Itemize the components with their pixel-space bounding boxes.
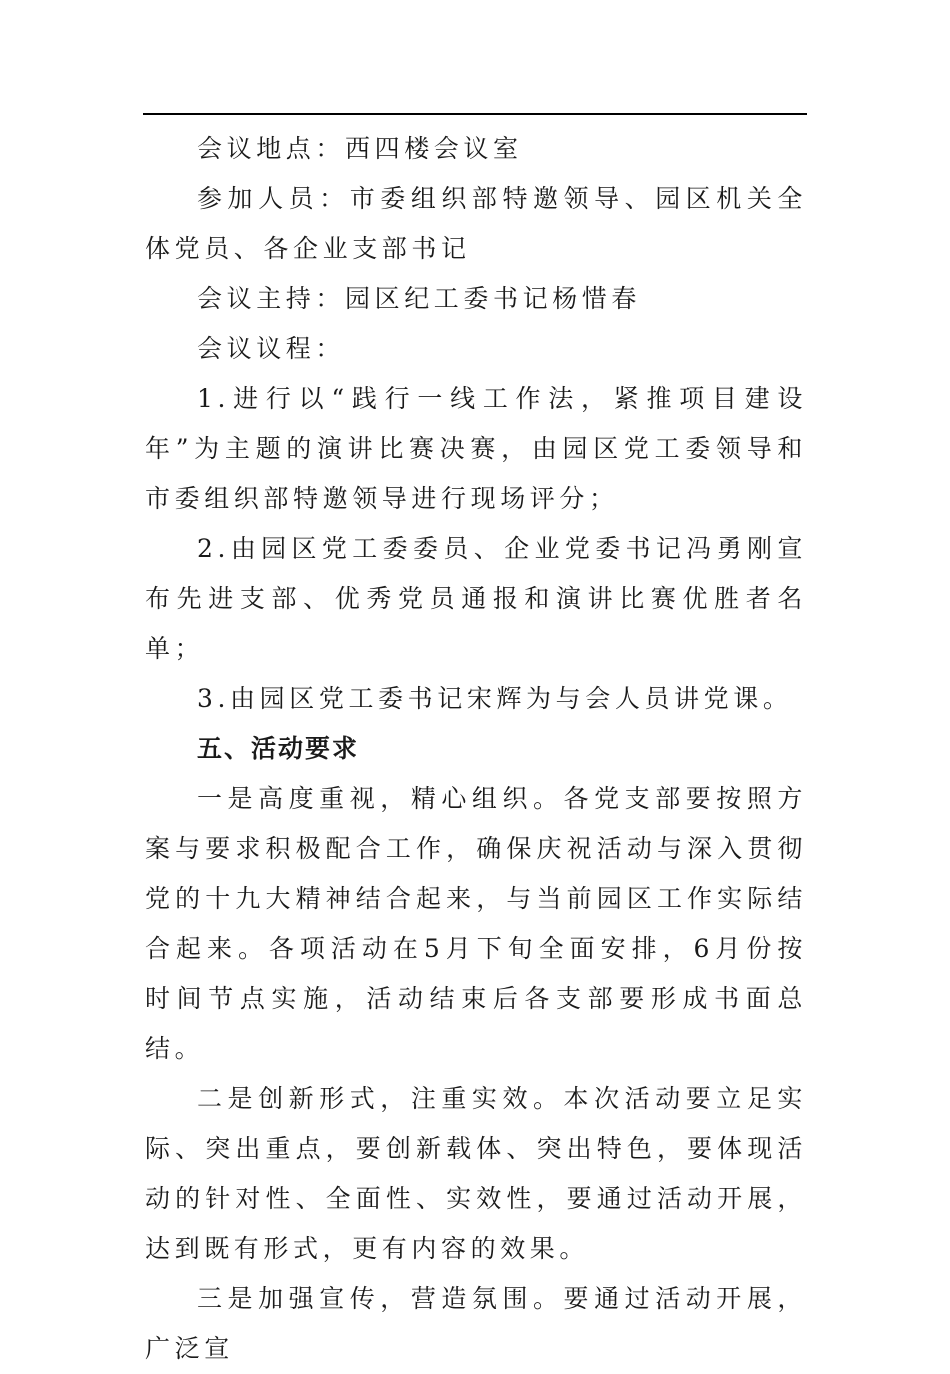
document-body: [145, 124, 807, 1374]
agenda-item-3: 3.由园区党工委书记宋辉为与会人员讲党课。: [197, 684, 793, 713]
header-rule: [143, 113, 807, 115]
agenda-item-2: 2.由园区党工委委员、企业党委书记冯勇刚宣布先进支部、优秀党员通报和演讲比赛优胜者名单；: [145, 534, 807, 663]
section-heading: 五、活动要求: [197, 734, 360, 763]
requirement-2: 二是创新形式，注重实效。本次活动要立足实际、突出重点，要创新载体、突出特色，要体现活动的针对性、全面性、实效性，要通过活动开展，达到既有形式，更有内容的效果。: [145, 1084, 807, 1263]
agenda-item-1: 1.进行以“践行一线工作法，紧推项目建设年”为主题的演讲比赛决赛，由园区党工委领导和市委组织部特邀领导进行现场评分；: [145, 384, 807, 513]
requirement-3: 三是加强宣传，营造氛围。要通过活动开展，广泛宣: [145, 1284, 807, 1363]
meeting-location: 会议地点：西四楼会议室: [197, 134, 523, 163]
meeting-host: 会议主持：园区纪工委书记杨惜春: [197, 284, 642, 313]
requirement-1: 一是高度重视，精心组织。各党支部要按照方案与要求积极配合工作，确保庆祝活动与深入贯彻党的十九大精神结合起来，与当前园区工作实际结合起来。各项活动在5月下旬全面安排，6月份按时间节点实施，活动结束后各支部要形成书面总结。: [145, 784, 807, 1063]
attendees: 参加人员：市委组织部特邀领导、园区机关全体党员、各企业支部书记: [145, 184, 807, 263]
agenda-label: 会议议程：: [197, 334, 346, 363]
